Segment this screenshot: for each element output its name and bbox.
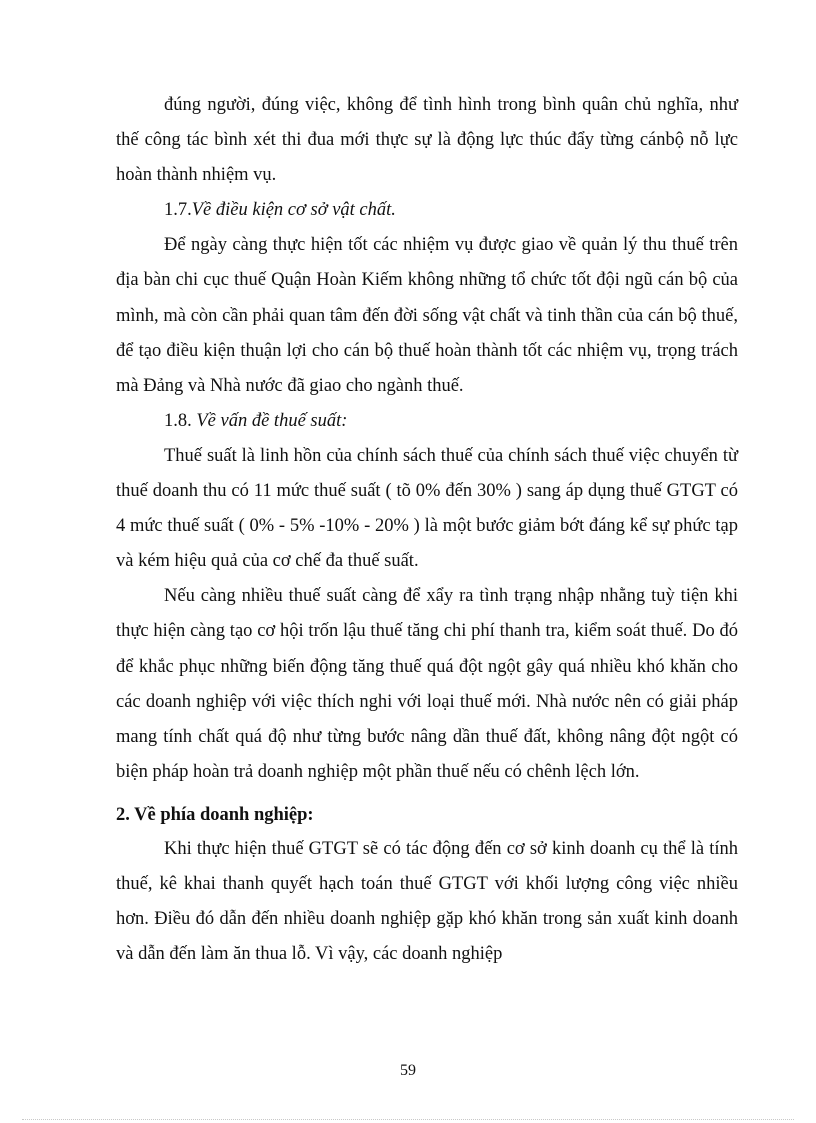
subsection-heading-1-7 (116, 193, 738, 228)
body-text (116, 88, 738, 972)
subsection-title: Về vấn đề thuế suất: (196, 410, 348, 431)
subsection-title: Về điều kiện cơ sở vật chất. (191, 200, 396, 221)
subsection-number: 1.8. (164, 410, 192, 431)
page-bottom-divider (22, 1119, 794, 1120)
paragraph-continuation: đúng người, đúng việc, không để tình hình trong bình quân chủ nghĩa, như thế công tác bình xét thi đua mới thực sự là động lực thúc đẩy từng cánbộ nỗ lực hoàn thành nhiệm vụ. (116, 95, 738, 186)
paragraph-facilities: Để ngày càng thực hiện tốt các nhiệm vụ được giao về quản lý thu thuế trên địa bàn chi cục thuế Quận Hoàn Kiếm không những tổ chức tốt đội ngũ cán bộ của mình, mà còn cần phải quan tâm đến đời sống vật chất và tinh thần của cán bộ thuế, để tạo điều kiện thuận lợi cho cán bộ thuế hoàn thành tốt các nhiệm vụ, trọng trách mà Đảng và Nhà nước đã giao cho ngành thuế. (116, 235, 738, 396)
paragraph-tax-rates: Thuế suất là linh hồn của chính sách thuế của chính sách thuế việc chuyển từ thuế doanh thu có 11 mức thuế suất ( tõ 0% đến 30% ) sang áp dụng thuế GTGT có 4 mức thuế suất ( 0% - 5% -10% - 20% ) là một bước giảm bớt đáng kể sự phức tạp và kém hiệu quả của cơ chế đa thuế suất. (116, 445, 738, 572)
subsection-heading-1-8 (116, 404, 738, 439)
paragraph-enterprises: Khi thực hiện thuế GTGT sẽ có tác động đến cơ sở kinh doanh cụ thể là tính thuế, kê khai thanh quyết hạch toán thuế GTGT với khối lượng công việc nhiều hơn. Điều đó dẫn đến nhiều doanh nghiệp gặp khó khăn trong sản xuất kinh doanh và dẫn đến làm ăn thua lỗ. Vì vậy, các doanh nghiệp (116, 838, 738, 965)
paragraph-tax-rates-continued: Nếu càng nhiều thuế suất càng để xẩy ra tình trạng nhập nhằng tuỳ tiện khi thực hiện càng tạo cơ hội trốn lậu thuế tăng chi phí thanh tra, kiểm soát thuế. Do đó để khắc phục những biến động tăng thuế quá đột ngột gây quá nhiều khó khăn cho các doanh nghiệp với việc thích nghi với loại thuế mới. Nhà nước nên có giải pháp mang tính chất quá độ như từng bước nâng dần thuế đất, không nâng đột ngột có biện pháp hoàn trả doanh nghiệp một phần thuế nếu có chênh lệch lớn. (116, 586, 738, 782)
page-number: 59 (400, 1062, 416, 1079)
section-heading-2: 2. Về phía doanh nghiệp: (116, 804, 314, 825)
subsection-number: 1.7. (164, 200, 192, 221)
